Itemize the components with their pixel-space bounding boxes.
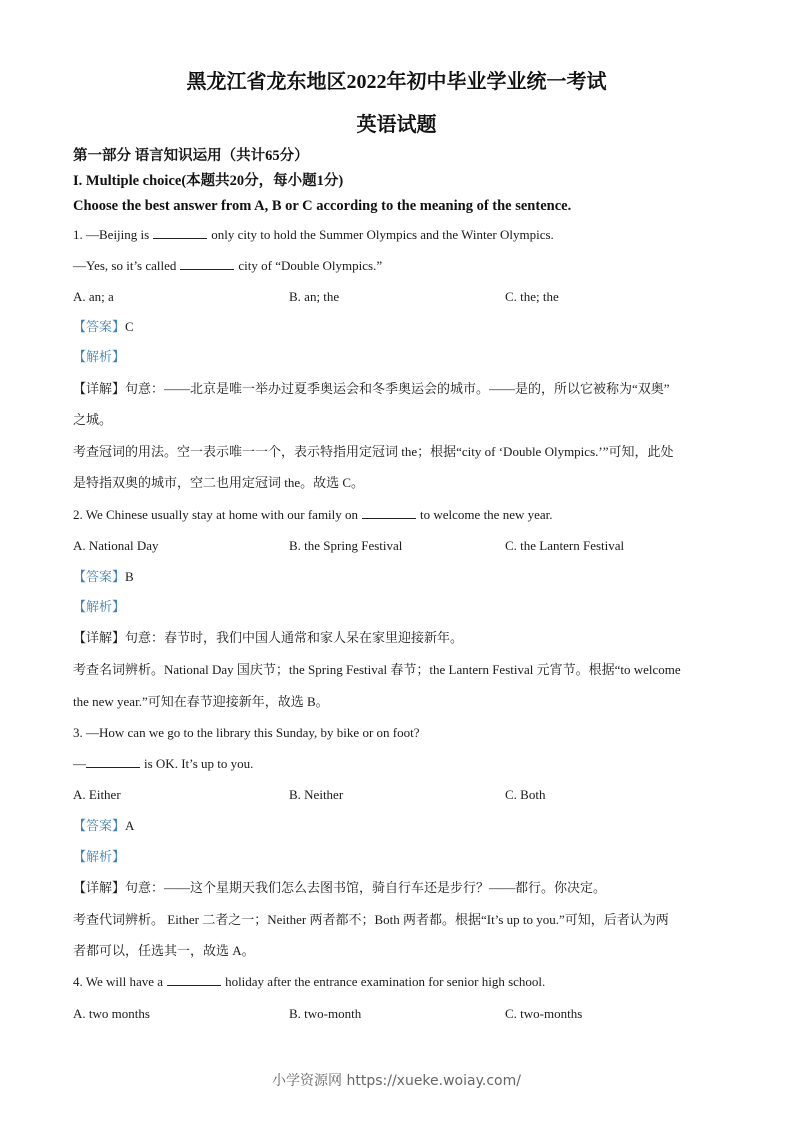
question-text: 4. We will have a: [73, 974, 164, 989]
answer-value: A: [125, 818, 135, 833]
detail-label: 【详解】: [73, 381, 126, 396]
answer-value: C: [125, 319, 134, 334]
question-3-detail-line-1: [73, 880, 606, 896]
question-3-option-c: C. Both: [505, 787, 546, 802]
question-1-line-1: [73, 227, 554, 243]
question-1-detail-line-1: [73, 381, 670, 397]
question-text: city of “Double Olympics.”: [238, 258, 383, 273]
question-text: holiday after the entrance examination for senior high school.: [225, 974, 546, 989]
question-2-option-a: A. National Day: [73, 538, 159, 553]
detail-label: 【详解】: [73, 630, 126, 645]
question-1-analysis-label: 【解析】: [73, 349, 126, 364]
question-3-line-1: 3. —How can we go to the library this Sunday, by bike or on foot?: [73, 725, 420, 740]
question-3-option-a: A. Either: [73, 787, 121, 802]
question-2-analysis-label: 【解析】: [73, 599, 126, 614]
answer-value: B: [125, 569, 134, 584]
question-4-option-a: A. two months: [73, 1006, 150, 1021]
question-3-line-2: [73, 756, 253, 772]
answer-blank: [153, 227, 207, 239]
question-text: only city to hold the Summer Olympics and the Winter Olympics.: [211, 227, 554, 242]
answer-label: 【答案】: [73, 569, 126, 584]
answer-blank: [180, 258, 234, 270]
detail-text: 句意：春节时，我们中国人通常和家人呆在家里迎接新年。: [125, 630, 464, 645]
question-1-option-a: A. an; a: [73, 289, 114, 304]
question-2-answer: [73, 569, 134, 585]
question-2-explain-line-1: 考查名词辨析。National Day 国庆节；the Spring Festival 春节；the Lantern Festival 元宵节。根据“to welcome: [73, 662, 681, 677]
question-3-explain-line-2: 者都可以，任选其一，故选 A。: [73, 943, 255, 958]
question-4-option-c: C. two-months: [505, 1006, 583, 1021]
detail-label: 【详解】: [73, 880, 126, 895]
question-text: 2. We Chinese usually stay at home with our family on: [73, 507, 359, 522]
question-2-option-b: B. the Spring Festival: [289, 538, 403, 553]
question-1-option-b: B. an; the: [289, 289, 340, 304]
exam-title: 黑龙江省龙东地区2022年初中毕业学业统一考试: [186, 71, 607, 93]
question-2-option-c: C. the Lantern Festival: [505, 538, 625, 553]
section-part-heading: 第一部分 语言知识运用（共计65分）: [73, 148, 309, 164]
question-text: —Yes, so it’s called: [73, 258, 177, 273]
detail-text: 句意：——北京是唯一举办过夏季奥运会和冬季奥运会的城市。——是的，所以它被称为“双奥”: [125, 381, 670, 396]
question-text: is OK. It’s up to you.: [144, 756, 254, 771]
question-text: 1. —Beijing is: [73, 227, 150, 242]
answer-blank: [362, 507, 416, 519]
question-3-option-b: B. Neither: [289, 787, 344, 802]
question-text: —: [73, 756, 86, 771]
question-2-explain-line-2: the new year.”可知在春节迎接新年，故选 B。: [73, 694, 329, 709]
answer-blank: [167, 974, 221, 986]
question-4-line-1: [73, 974, 545, 990]
question-3-explain-line-1: 考查代词辨析。 Either 二者之一；Neither 两者都不；Both 两者都。根据“It’s up to you.”可知，后者认为两: [73, 912, 669, 927]
section-instruction: Choose the best answer from A, B or C according to the meaning of the sentence.: [73, 198, 572, 214]
question-3-analysis-label: 【解析】: [73, 849, 126, 864]
question-1-detail-line-2: 之城。: [73, 412, 113, 427]
answer-label: 【答案】: [73, 818, 126, 833]
answer-label: 【答案】: [73, 319, 126, 334]
exam-subtitle: 英语试题: [356, 114, 437, 136]
question-1-answer: [73, 319, 134, 335]
question-2-detail-line-1: [73, 630, 463, 646]
question-2-line-1: [73, 507, 553, 523]
detail-text: 句意：——这个星期天我们怎么去图书馆，骑自行车还是步行？——都行。你决定。: [125, 880, 607, 895]
question-3-answer: [73, 818, 134, 834]
question-1-explain-line-1: 考查冠词的用法。空一表示唯一一个，表示特指用定冠词 the；根据“city of ‘Double Olympics.’”可知，此处: [73, 444, 674, 459]
watermark-footer: 小学资源网 https://xueke.woiay.com/: [272, 1073, 521, 1089]
section-heading: I. Multiple choice(本题共20分，每小题1分): [73, 173, 344, 189]
answer-blank: [86, 756, 140, 768]
question-1-explain-line-2: 是特指双奥的城市，空二也用定冠词 the。故选 C。: [73, 475, 365, 490]
question-text: to welcome the new year.: [420, 507, 553, 522]
question-4-option-b: B. two-month: [289, 1006, 362, 1021]
question-1-option-c: C. the; the: [505, 289, 559, 304]
question-1-line-2: [73, 258, 382, 274]
